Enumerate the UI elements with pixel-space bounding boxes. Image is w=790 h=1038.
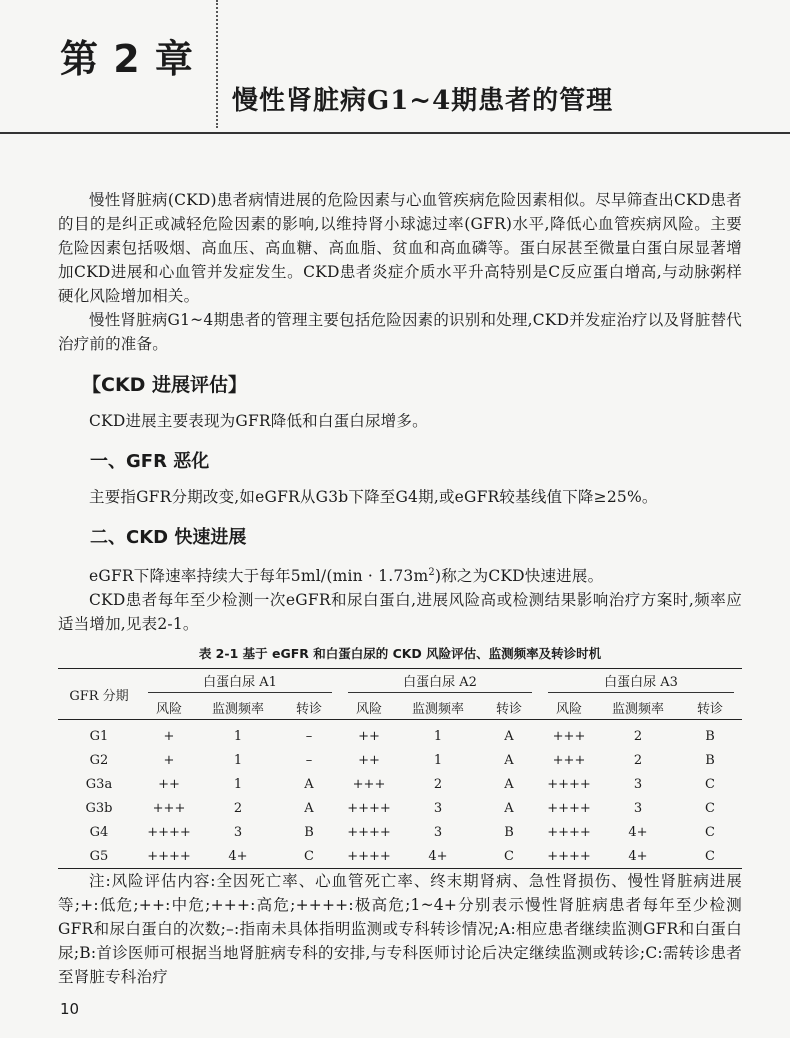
table-cell: – xyxy=(305,728,313,744)
table-cell: ++++ xyxy=(547,800,591,816)
ckd-text-part-a: eGFR下降速率持续大于每年5ml/(min · 1.73m xyxy=(89,567,429,586)
stage-header: GFR 分期 xyxy=(58,669,140,720)
subheader-referral: 转诊 xyxy=(478,695,540,720)
subheader-referral: 转诊 xyxy=(678,695,742,720)
table-row xyxy=(58,820,742,844)
subsection-heading-gfr: 一、GFR 恶化 xyxy=(90,451,210,472)
table-cell: ++ xyxy=(358,728,380,744)
dotted-divider xyxy=(216,0,218,128)
table-cell: C xyxy=(478,844,540,869)
subheader-referral: 转诊 xyxy=(278,695,340,720)
table-cell: ++++ xyxy=(347,824,391,840)
table-cell: C xyxy=(705,824,715,840)
table-cell: 4+ xyxy=(628,824,648,840)
table-cell: ++ xyxy=(358,752,380,768)
table-row xyxy=(58,720,742,749)
subheader-risk: 风险 xyxy=(540,695,598,720)
table-cell: B xyxy=(504,824,514,840)
group-header-a2 xyxy=(340,669,540,696)
table-cell: 1 xyxy=(233,776,243,792)
table-cell: ++++ xyxy=(547,824,591,840)
table-cell: A xyxy=(504,800,514,816)
table-row xyxy=(58,796,742,820)
subsection-text-gfr: 主要指GFR分期改变,如eGFR从G3b下降至G4期,或eGFR较基线值下降≥25%。 xyxy=(89,488,658,506)
table-cell: A xyxy=(504,728,514,744)
table-cell: ++++ xyxy=(147,824,191,840)
subheader-frequency: 监测频率 xyxy=(598,695,678,720)
table-cell: 2 xyxy=(433,776,443,792)
table-cell: + xyxy=(163,752,175,768)
table-cell-stage: G4 xyxy=(89,824,109,840)
subheader-frequency: 监测频率 xyxy=(198,695,278,720)
table-cell-stage: G1 xyxy=(89,728,109,744)
table-cell-stage: G2 xyxy=(89,752,109,768)
section-text: CKD进展主要表现为GFR降低和白蛋白尿增多。 xyxy=(89,412,428,430)
table-cell: A xyxy=(504,776,514,792)
table-cell: C xyxy=(678,844,742,869)
table-cell: 3 xyxy=(633,776,643,792)
group-header-a3-label: 白蛋白尿 A3 xyxy=(548,671,734,693)
table-note: 注:风险评估内容:全因死亡率、心血管死亡率、终末期肾病、急性肾损伤、慢性肾脏病进展等;+:低危;++:中危;+++:高危;++++:极高危;1~4+分别表示慢性肾脏病患者每年至少检测GFR和尿白蛋白的次数;–:指南未具体指明监测或专科转诊情况;A:相应患者继续监测GFR和白蛋白尿;B:首诊医师可根据当地肾脏病专科的安排,与专科医师讨论后决定继续监测或转诊;C:需转诊患者至肾脏专科治疗 xyxy=(58,872,742,987)
table-row xyxy=(58,748,742,772)
page-content xyxy=(58,188,742,989)
table-caption: 表 2-1 基于 eGFR 和白蛋白尿的 CKD 风险评估、监测频率及转诊时机 xyxy=(198,646,602,662)
table-cell: B xyxy=(304,824,314,840)
group-header-a1-label: 白蛋白尿 A1 xyxy=(148,671,332,693)
table-cell: +++ xyxy=(552,728,586,744)
group-header-a1 xyxy=(140,669,340,696)
subheader-risk: 风险 xyxy=(140,695,198,720)
subheader-frequency: 监测频率 xyxy=(398,695,478,720)
table-cell: 2 xyxy=(233,800,243,816)
table-cell: A xyxy=(504,752,514,768)
table-cell: 4+ xyxy=(198,844,278,869)
subsection-text-ckd-2: CKD患者每年至少检测一次eGFR和尿白蛋白,进展风险高或检测结果影响治疗方案时,频率应适当增加,见表2-1。 xyxy=(58,591,742,634)
table-cell: ++++ xyxy=(340,844,398,869)
table-cell: B xyxy=(705,728,715,744)
section-heading: 【CKD 进展评估】 xyxy=(82,374,248,396)
group-header-a3 xyxy=(540,669,742,696)
table-cell-stage: G3a xyxy=(85,776,113,792)
table-cell: C xyxy=(705,776,715,792)
table-cell: ++ xyxy=(158,776,180,792)
table-cell: +++ xyxy=(552,752,586,768)
table-cell: 1 xyxy=(233,728,243,744)
intro-paragraph-1: 慢性肾脏病(CKD)患者病情进展的危险因素与心血管疾病危险因素相似。尽早筛查出CKD患者的目的是纠正或减轻危险因素的影响,以维持肾小球滤过率(GFR)水平,降低心血管疾病风险。主要危险因素包括吸烟、高血压、高血糖、高血脂、贫血和高血磷等。蛋白尿甚至微量白蛋白尿显著增加CKD进展和心血管并发症发生。CKD患者炎症介质水平升高特别是C反应蛋白增高,与动脉粥样硬化风险增加相关。 xyxy=(58,191,742,305)
table-cell: 2 xyxy=(633,752,643,768)
table-cell: 1 xyxy=(433,728,443,744)
intro-paragraph-2: 慢性肾脏病G1~4期患者的管理主要包括危险因素的识别和处理,CKD并发症治疗以及肾脏替代治疗前的准备。 xyxy=(58,311,742,353)
table-cell: 3 xyxy=(433,800,443,816)
table-cell: ++++ xyxy=(347,800,391,816)
table-cell: ++++ xyxy=(540,844,598,869)
table-cell: + xyxy=(163,728,175,744)
table-cell: 4+ xyxy=(398,844,478,869)
table-cell: 3 xyxy=(633,800,643,816)
table-row xyxy=(58,772,742,796)
table-cell: 4+ xyxy=(598,844,678,869)
table-cell: 3 xyxy=(233,824,243,840)
header-rule xyxy=(0,132,790,134)
table-cell-stage: G5 xyxy=(58,844,140,869)
table-cell: +++ xyxy=(152,800,186,816)
table-cell: 3 xyxy=(433,824,443,840)
subsection-text-ckd xyxy=(58,561,742,588)
table-cell: 2 xyxy=(633,728,643,744)
chapter-title: 慢性肾脏病G1~4期患者的管理 xyxy=(232,86,614,116)
table-cell: ++++ xyxy=(547,776,591,792)
table-row xyxy=(58,844,742,869)
table-cell: – xyxy=(305,752,313,768)
table-cell: C xyxy=(705,800,715,816)
table-cell: C xyxy=(278,844,340,869)
table-cell: ++++ xyxy=(140,844,198,869)
subsection-heading-ckd: 二、CKD 快速进展 xyxy=(90,527,247,548)
page-number: 10 xyxy=(60,1000,80,1018)
risk-table-body xyxy=(58,720,742,869)
table-cell: 1 xyxy=(433,752,443,768)
chapter-label: 第 2 章 xyxy=(60,37,194,81)
table-cell: A xyxy=(304,800,314,816)
ckd-text-superscript: 2 xyxy=(428,567,435,578)
subheader-risk: 风险 xyxy=(340,695,398,720)
ckd-text-part-b: )称之为CKD快速进展。 xyxy=(434,567,604,586)
table-cell: B xyxy=(705,752,715,768)
table-cell: A xyxy=(304,776,314,792)
risk-table xyxy=(58,668,742,869)
table-cell: +++ xyxy=(352,776,386,792)
table-cell: 1 xyxy=(233,752,243,768)
group-header-a2-label: 白蛋白尿 A2 xyxy=(348,671,532,693)
table-cell-stage: G3b xyxy=(85,800,113,816)
chapter-header xyxy=(0,0,790,134)
